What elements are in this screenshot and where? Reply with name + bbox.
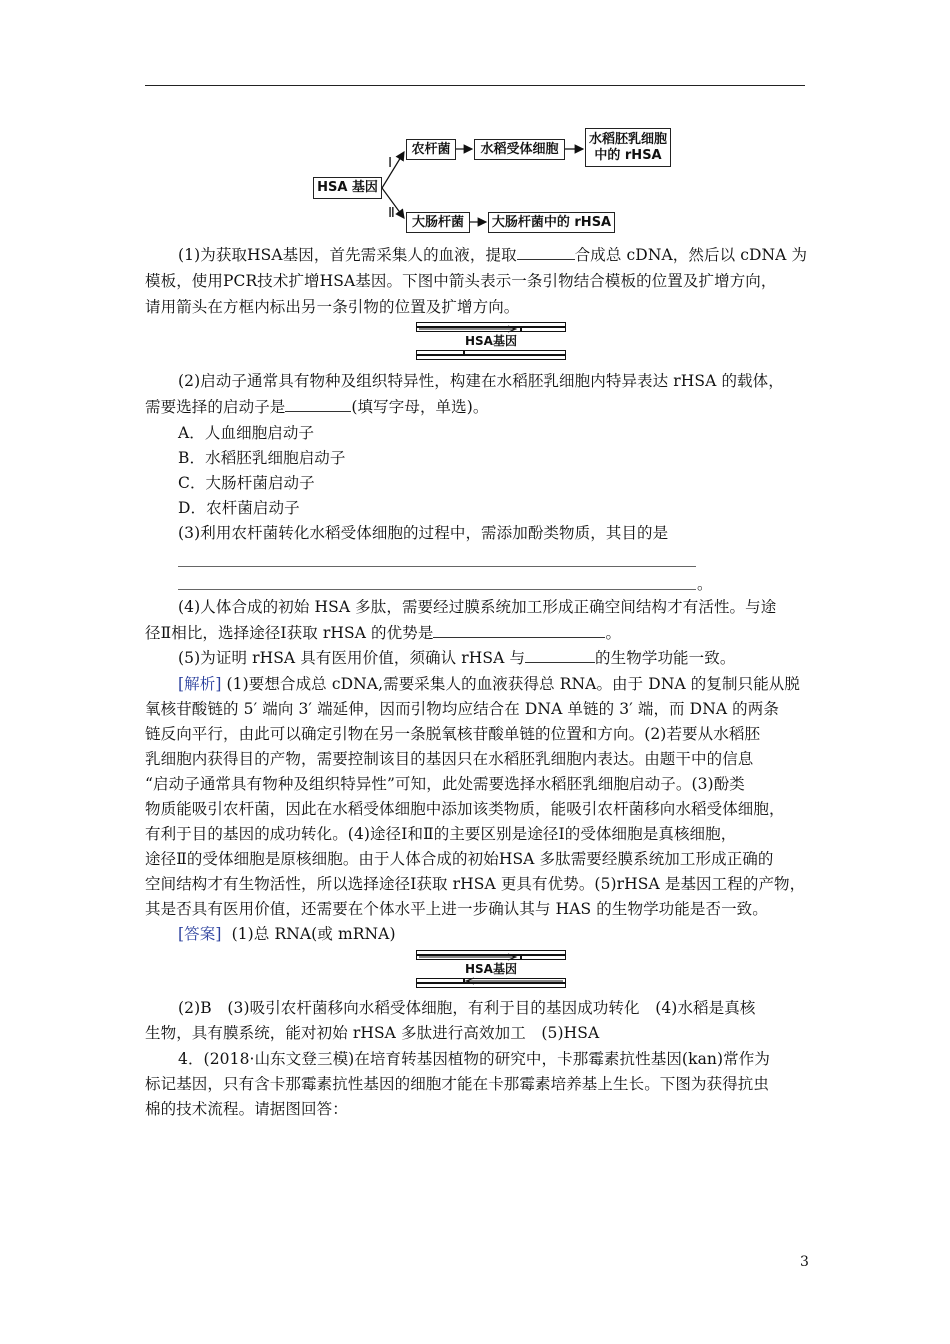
q3-answer-line-1[interactable] — [178, 566, 696, 567]
q4-blank[interactable] — [433, 623, 605, 638]
q4-line-2: 径Ⅱ相比，选择途径Ⅰ获取 rHSA 的优势是 。 — [145, 624, 622, 642]
q2-option-d: D．农杆菌启动子 — [178, 499, 300, 517]
q3-line-1: (3)利用农杆菌转化水稻受体细胞的过程中，需添加酚类物质，其目的是 — [178, 524, 669, 542]
q2-blank[interactable] — [285, 397, 351, 412]
answer-template-label: HSA基因 — [465, 962, 517, 976]
q5-line-1: (5)为证明 rHSA 具有医用价值，须确认 rHSA 与 的生物学功能一致。 — [178, 649, 736, 667]
branch-arrow-1 — [382, 152, 404, 188]
answer-line-1: [答案] (1)总 RNA(或 mRNA) — [178, 925, 396, 943]
answer-line-3: 生物，具有膜系统，能对初始 rHSA 多肽进行高效加工 (5)HSA — [145, 1024, 600, 1042]
q4-next-line-2: 标记基因，只有含卡那霉素抗性基因的细胞才能在卡那霉素培养基上生长。下图为获得抗虫 — [145, 1075, 770, 1093]
analysis-line-1: [解析] (1)要想合成总 cDNA,需要采集人的血液获得总 RNA。由于 DNA 的复制只能从脱 — [178, 675, 800, 693]
q2-option-c: C．大肠杆菌启动子 — [178, 474, 315, 492]
q3-end-period: 。 — [697, 575, 713, 593]
analysis-line-5: “启动子通常具有物种及组织特异性”可知，此处需要选择水稻胚乳细胞启动子。(3)酚类 — [145, 775, 745, 793]
q4-next-line-3: 棉的技术流程。请据图回答： — [145, 1100, 348, 1118]
hsa-flow-diagram — [0, 0, 950, 240]
route-1-label: Ⅰ — [388, 156, 393, 171]
analysis-line-3: 链反向平行，由此可以确定引物在另一条脱氧核苷酸单链的位置和方向。(2)若要从水稻胚 — [145, 725, 761, 743]
page-number: 3 — [800, 1254, 809, 1270]
q2-line-1: (2)启动子通常具有物种及组织特异性，构建在水稻胚乳细胞内特异表达 rHSA 的载体， — [178, 372, 784, 390]
q4-next-line-1: 4．(2018·山东文登三模)在培育转基因植物的研究中，卡那霉素抗性基因(kan)常作为 — [178, 1050, 770, 1068]
q4-line-1: (4)人体合成的初始 HSA 多肽，需要经过膜系统加工形成正确空间结构才有活性。与途 — [178, 598, 777, 616]
q1-line-1: (1)为获取HSA基因，首先需采集人的血液，提取 合成总 cDNA，然后以 cDNA 为 — [178, 246, 808, 264]
analysis-line-9: 空间结构才有生物活性，所以选择途径Ⅰ获取 rHSA 更具有优势。(5)rHSA 是基因工程的产物， — [145, 875, 806, 893]
q1-line-3: 请用箭头在方框内标出另一条引物的位置及扩增方向。 — [145, 298, 520, 316]
template-label: HSA基因 — [465, 334, 517, 348]
q2-line-2: 需要选择的启动子是 (填写字母，单选)。 — [145, 398, 489, 416]
q3-answer-line-2[interactable] — [178, 589, 696, 590]
q5-blank[interactable] — [525, 648, 595, 663]
answer-template-diagram — [416, 950, 566, 988]
analysis-line-10: 其是否具有医用价值，还需要在个体水平上进一步确认其与 HAS 的生物学功能是否一致。 — [145, 900, 768, 918]
analysis-line-4: 乳细胞内获得目的产物，需要控制该目的基因只在水稻胚乳细胞内表达。由题干中的信息 — [145, 750, 754, 768]
primer-template-diagram — [416, 322, 566, 360]
analysis-line-2: 氧核苷酸链的 5′ 端向 3′ 端延伸，因而引物均应结合在 DNA 单链的 3′ 端，而 DNA 的两条 — [145, 700, 779, 718]
analysis-tag: [解析] — [178, 675, 222, 693]
box-e-coli: 大肠杆菌 — [406, 212, 470, 233]
route-2-label: Ⅱ — [388, 206, 395, 221]
box-hsa-gene: HSA 基因 — [313, 177, 382, 199]
box-rice-recipient-cell: 水稻受体细胞 — [474, 139, 565, 160]
box-rice-endosperm-rhsa: 水稻胚乳细胞 中的 rHSA — [585, 128, 671, 167]
q2-option-b: B．水稻胚乳细胞启动子 — [178, 449, 346, 467]
answer-tag: [答案] — [178, 925, 222, 943]
q1-blank[interactable] — [517, 245, 575, 260]
analysis-line-8: 途径Ⅱ的受体细胞是原核细胞。由于人体合成的初始HSA 多肽需要经膜系统加工形成正确的 — [145, 850, 774, 868]
answer-line-2: (2)B (3)吸引农杆菌移向水稻受体细胞，有利于目的基因成功转化 (4)水稻是真核 — [178, 999, 756, 1017]
analysis-line-7: 有利于目的基因的成功转化。(4)途径Ⅰ和Ⅱ的主要区别是途径Ⅰ的受体细胞是真核细胞， — [145, 825, 737, 843]
box-agrobacterium: 农杆菌 — [406, 139, 456, 160]
box-e-coli-rhsa: 大肠杆菌中的 rHSA — [488, 212, 615, 233]
analysis-line-6: 物质能吸引农杆菌，因此在水稻受体细胞中添加该类物质，能吸引农杆菌移向水稻受体细胞， — [145, 800, 785, 818]
q1-line-2: 模板，使用PCR技术扩增HSA基因。下图中箭头表示一条引物结合模板的位置及扩增方向， — [145, 272, 777, 290]
q2-option-a: A．人血细胞启动子 — [178, 424, 315, 442]
